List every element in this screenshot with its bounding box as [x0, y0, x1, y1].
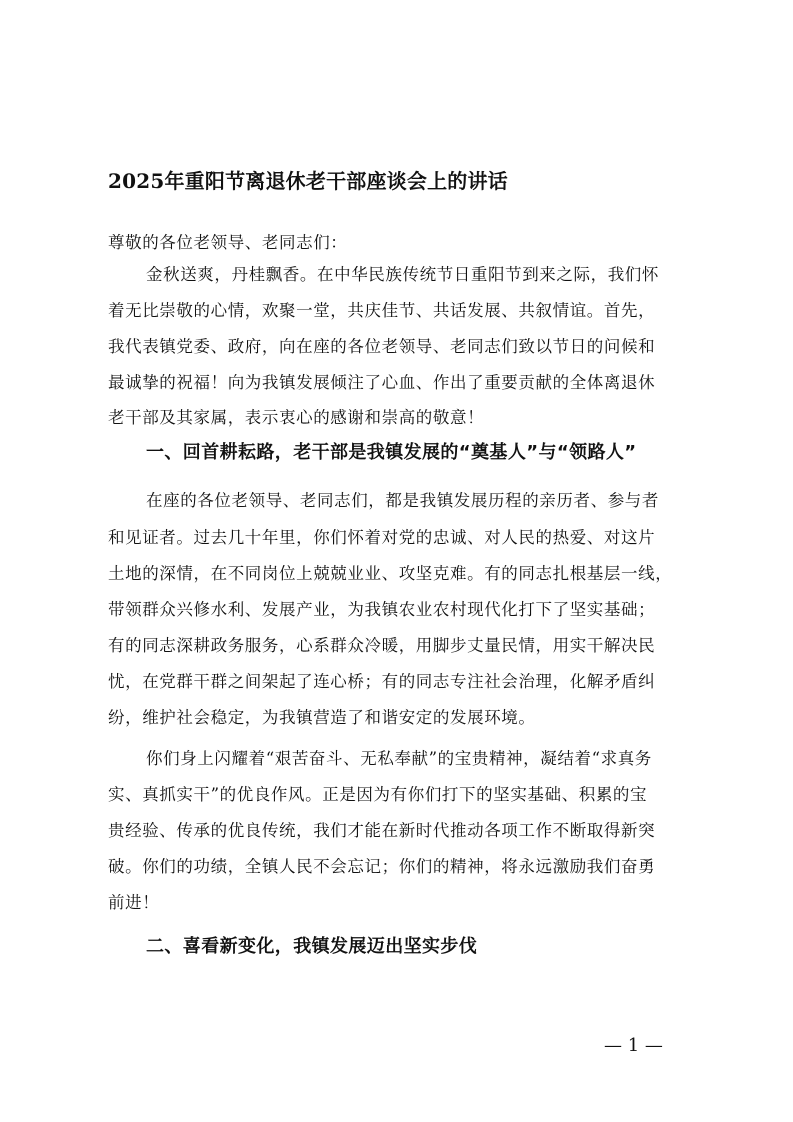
- paragraph-1-line: 着无比崇敬的心情，欢聚一堂，共庆佳节、共话发展、共叙情谊。首先，: [108, 301, 656, 320]
- document-title: 2025年重阳节离退休老干部座谈会上的讲话: [108, 169, 508, 193]
- paragraph-2-line: 纷，维护社会稳定，为我镇营造了和谐安定的发展环境。: [108, 708, 536, 727]
- paragraph-2-line: 土地的深情，在不同岗位上兢兢业业、攻坚克难。有的同志扎根基层一线，: [108, 564, 673, 583]
- salutation: 尊敬的各位老领导、老同志们：: [108, 233, 348, 252]
- section-heading-2: 二、喜看新变化，我镇发展迈出坚实步伐: [146, 936, 478, 957]
- paragraph-1-line: 金秋送爽，丹桂飘香。在中华民族传统节日重阳节到来之际，我们怀: [146, 265, 659, 284]
- paragraph-2-line: 和见证者。过去几十年里，你们怀着对党的忠诚、对人民的热爱、对这片: [108, 528, 656, 547]
- section-heading-1: 一、回首耕耘路，老干部是我镇发展的“奠基人”与“领路人”: [146, 442, 637, 463]
- paragraph-3-line: 破。你们的功绩，全镇人民不会忘记；你们的精神，将永远激励我们奋勇: [108, 857, 656, 876]
- paragraph-2-line: 在座的各位老领导、老同志们，都是我镇发展历程的亲历者、参与者: [146, 491, 659, 510]
- paragraph-2-line: 忧，在党群干群之间架起了连心桥；有的同志专注社会治理，化解矛盾纠: [108, 672, 656, 691]
- paragraph-3-line: 实、真抓实干”的优良作风。正是因为有你们打下的坚实基础、积累的宝: [108, 785, 648, 804]
- paragraph-3-line: 你们身上闪耀着“艰苦奋斗、无私奉献”的宝贵精神，凝结着“求真务: [146, 749, 652, 768]
- page-number: — 1 —: [604, 1035, 663, 1056]
- paragraph-3-line: 前进！: [108, 893, 160, 912]
- paragraph-3-line: 贵经验、传承的优良传统，我们才能在新时代推动各项工作不断取得新突: [108, 821, 656, 840]
- paragraph-2-line: 有的同志深耕政务服务，心系群众冷暖，用脚步丈量民情，用实干解决民: [108, 636, 656, 655]
- paragraph-1-line: 我代表镇党委、政府，向在座的各位老领导、老同志们致以节日的问候和: [108, 337, 656, 356]
- paragraph-1-line: 老干部及其家属，表示衷心的感谢和崇高的敬意！: [108, 408, 485, 427]
- paragraph-2-line: 带领群众兴修水利、发展产业，为我镇农业农村现代化打下了坚实基础；: [108, 600, 656, 619]
- paragraph-1-line: 最诚挚的祝福！向为我镇发展倾注了心血、作出了重要贡献的全体离退休: [108, 373, 656, 392]
